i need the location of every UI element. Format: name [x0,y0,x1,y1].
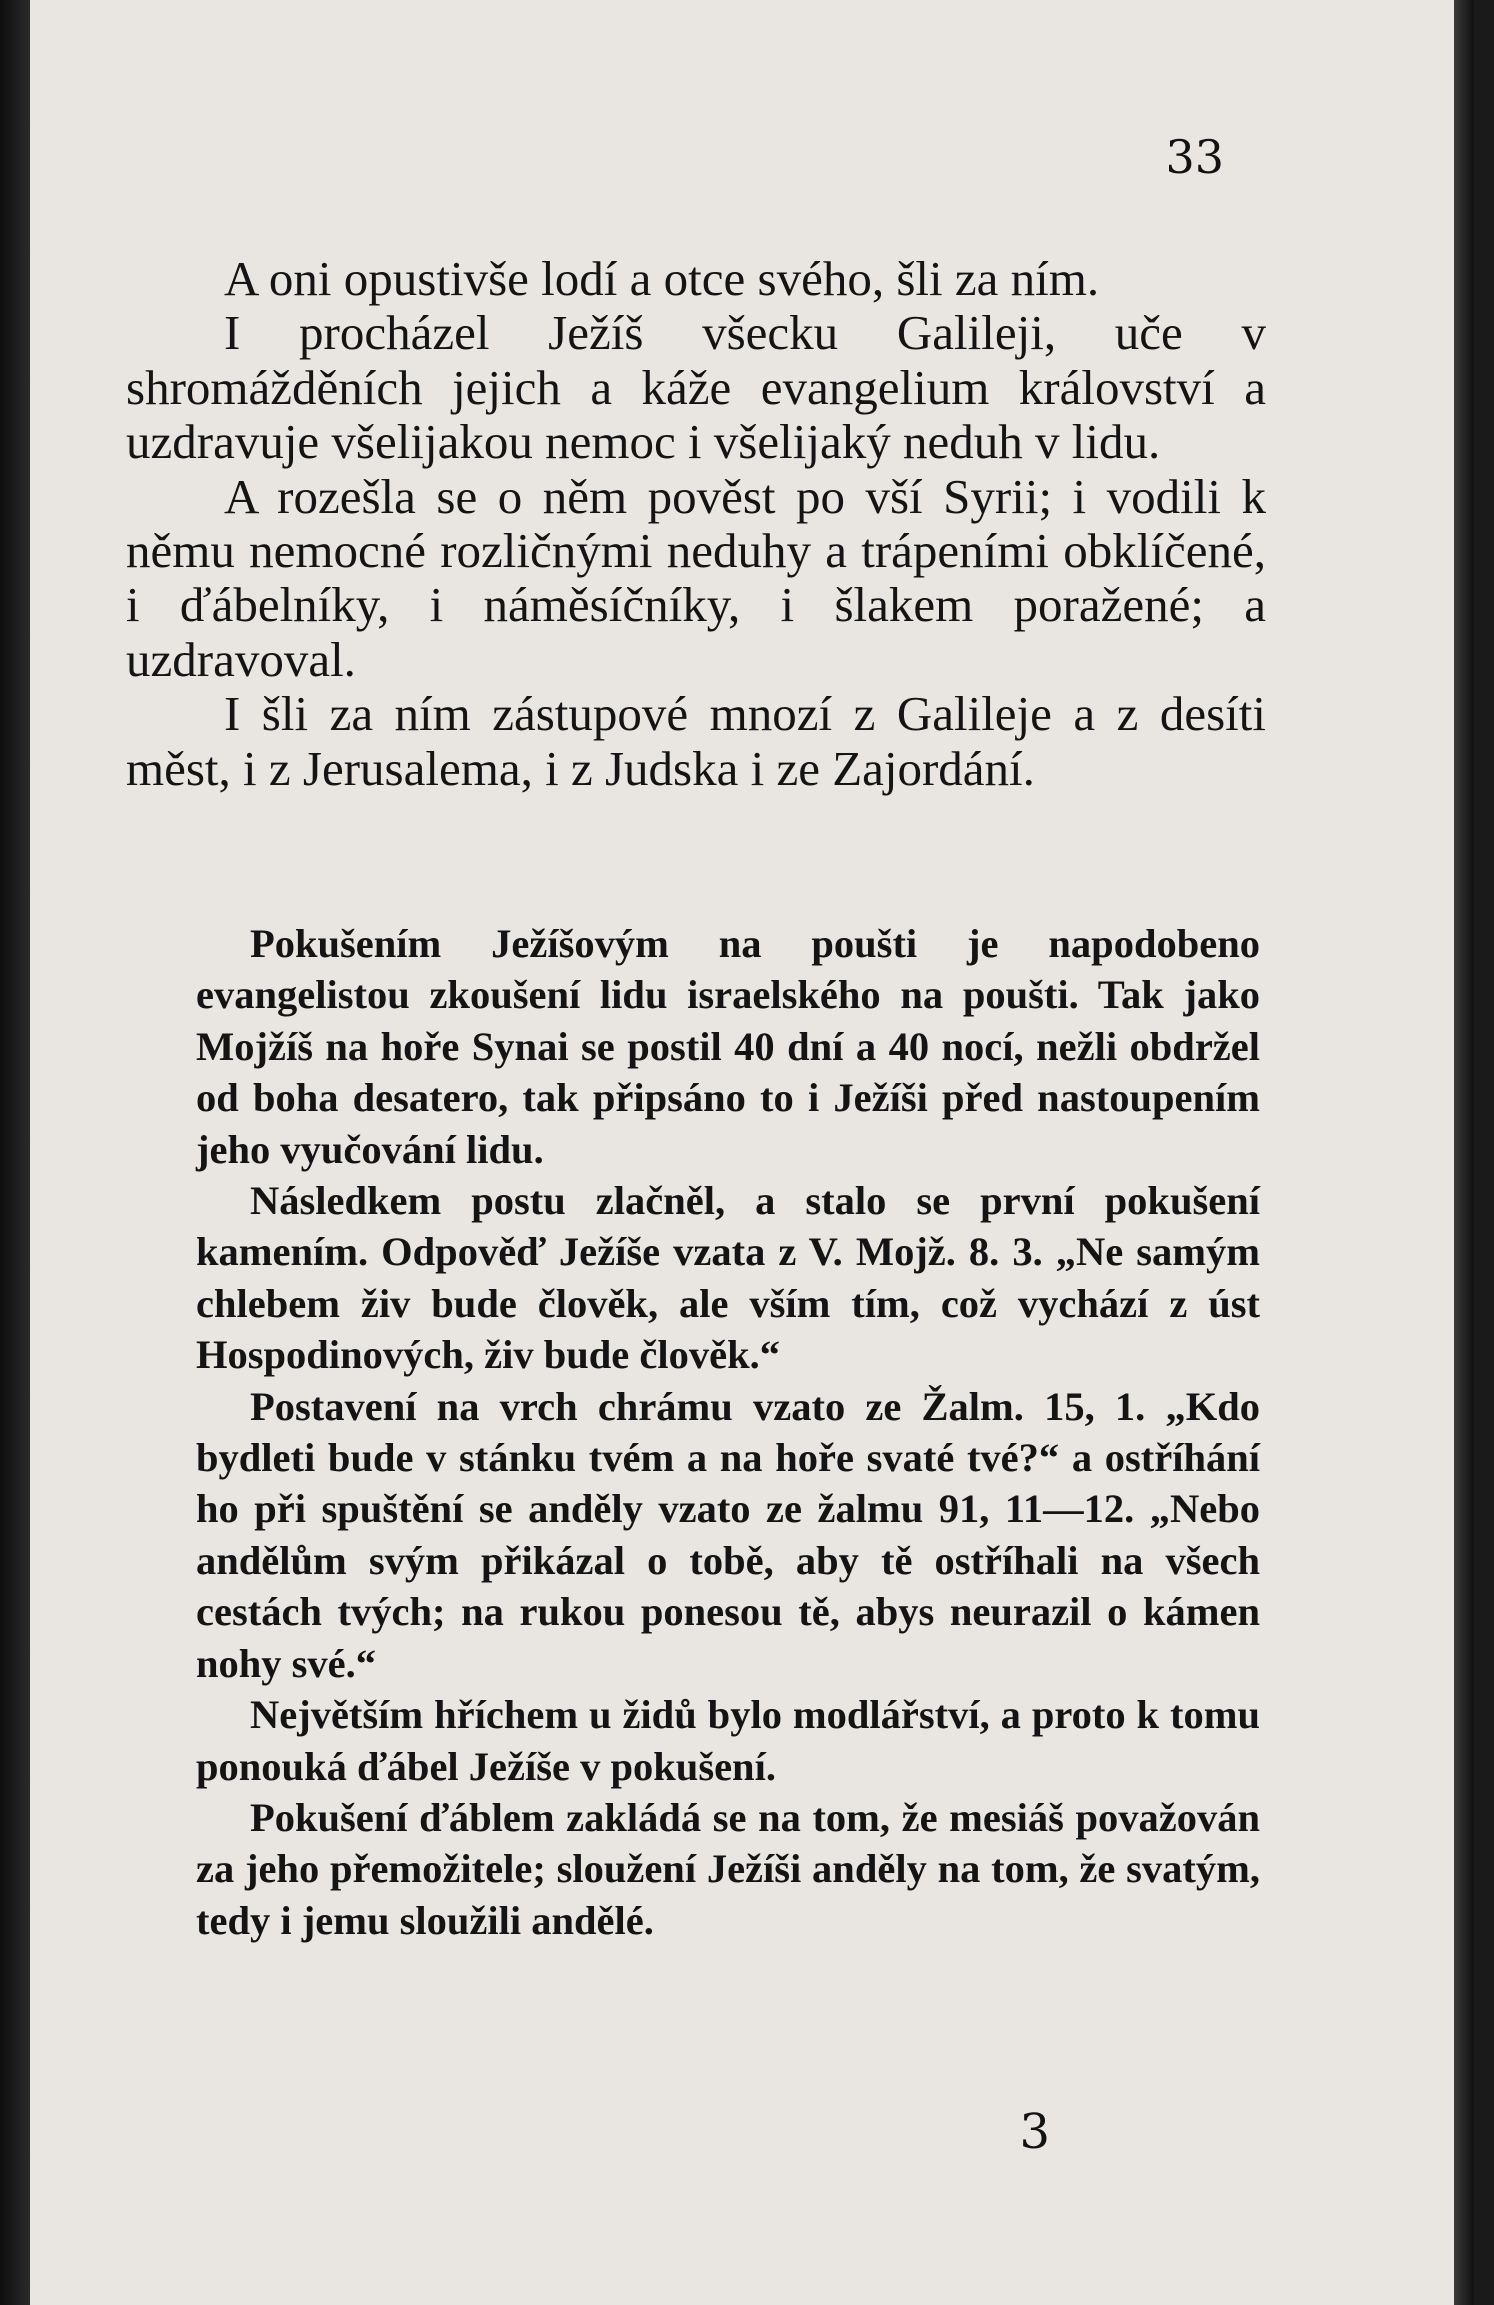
book-page [30,0,1474,2305]
scripture-text [126,252,1266,796]
page-number: 33 [1165,130,1224,184]
commentary-paragraph: Následkem postu zlačněl, a stalo se první pokušení kamením. Odpověď Ježíše vzata z V. Mojž. 8. 3. „Ne samým chlebem živ bude člověk, ale vším tím, což vychází z úst Hospodinových, živ bude člověk.“ [196,1178,1260,1378]
book-gutter-shadow [0,0,30,2305]
scripture-paragraph: A rozešla se o něm pověst po vší Syrii; i vodili k němu nemocné rozličnými neduhy a trápeními obklíčené, i ďábelníky, i náměsíčníky, i šlakem poražené; a uzdravoval. [126,468,1266,687]
scripture-paragraph: I šli za ním zástupové mnozí z Galileje a z desíti měst, i z Jerusalema, i z Judska i ze Zajordání. [126,686,1266,796]
page-edge-shadow [1454,0,1474,2305]
scripture-paragraph: I procházel Ježíš všecku Galileji, uče v shromážděních jejich a káže evangelium království a uzdravuje všelijakou nemoc i všelijaký neduh v lidu. [126,305,1266,470]
commentary-text [196,918,1260,1946]
commentary-paragraph: Největším hříchem u židů bylo modlářství, a proto k tomu ponouká ďábel Ježíše v pokušení. [196,1692,1260,1789]
scripture-paragraph: A oni opustivše lodí a otce svého, šli za ním. [224,251,1100,306]
commentary-paragraph: Pokušení ďáblem zakládá se na tom, že mesiáš považován za jeho přemožitele; sloužení Ježíši anděly na tom, že svatým, tedy i jemu sloužili andělé. [196,1794,1260,1943]
commentary-paragraph: Postavení na vrch chrámu vzato ze Žalm. 15, 1. „Kdo bydleti bude v stánku tvém a na hoře svaté tvé?“ a ostříhání ho při spuštění se anděly vzato ze žalmu 91, 11—12. „Nebo andělům svým přikázal o tobě, aby tě ostříhali na všech cestách tvých; na rukou ponesou tě, abys neurazil o kámen nohy své.“ [196,1383,1260,1686]
commentary-paragraph: Pokušením Ježíšovým na poušti je napodobeno evangelistou zkoušení lidu israelského na poušti. Tak jako Mojžíš na hoře Synai se postil 40 dní a 40 nocí, nežli obdržel od boha desatero, tak připsáno to i Ježíši před nastoupením jeho vyučování lidu. [196,921,1260,1172]
signature-mark: 3 [1019,2104,1050,2160]
